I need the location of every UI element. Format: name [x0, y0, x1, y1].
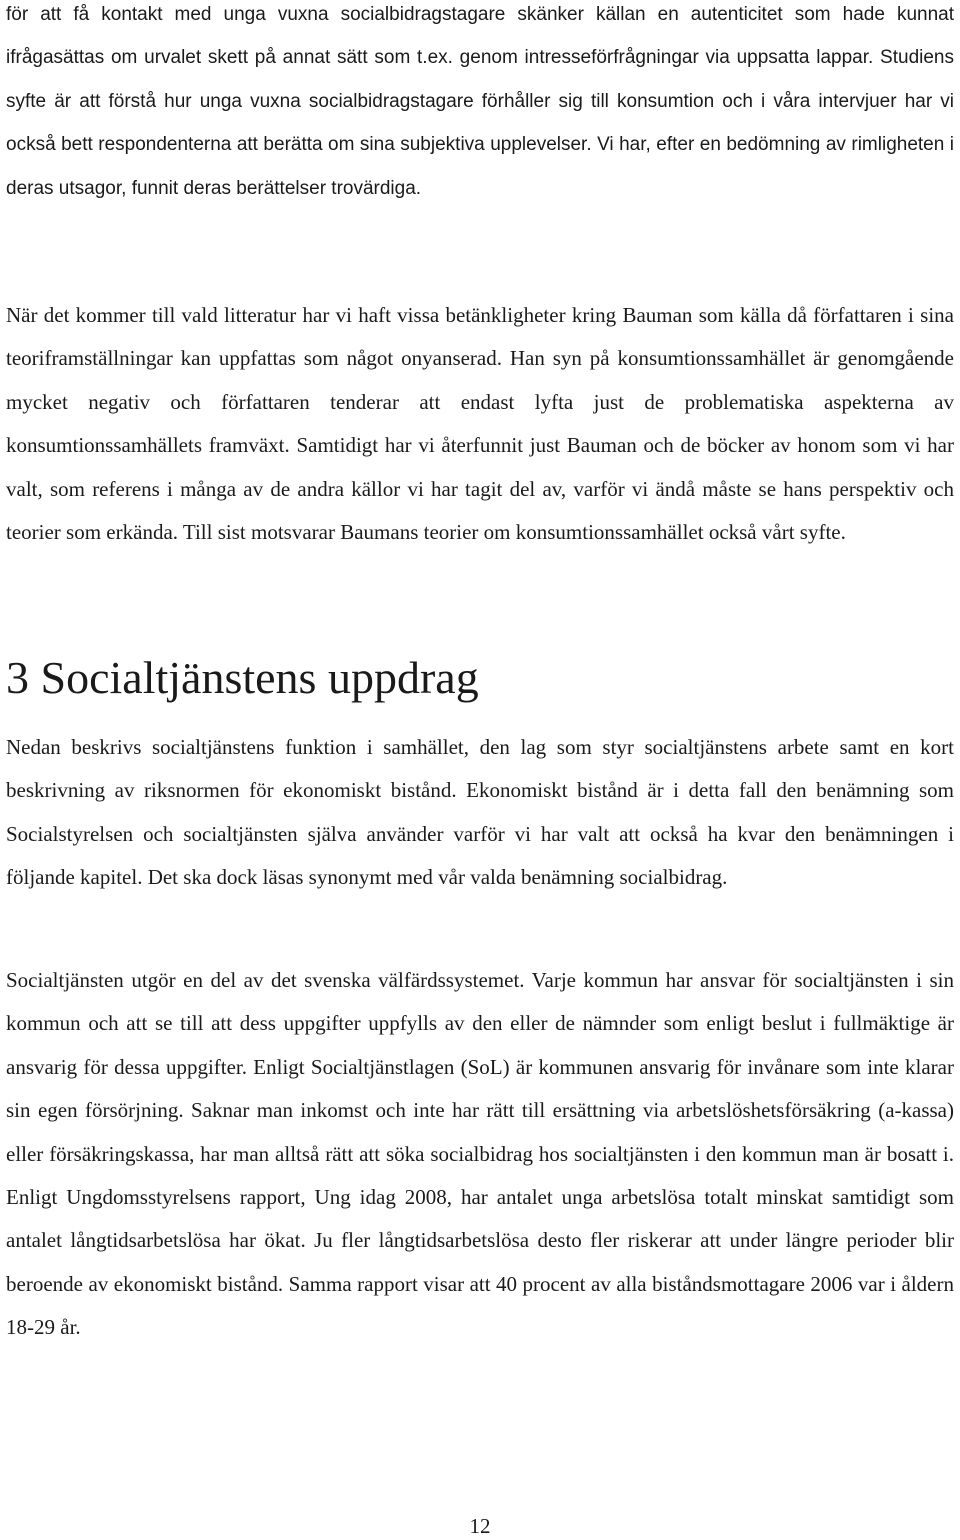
section-heading: 3 Socialtjänstens uppdrag — [6, 652, 479, 703]
body-paragraph-4: Socialtjänsten utgör en del av det svenska välfärdssystemet. Varje kommun har ansvar för socialtjänsten i sin kommun och att se till att dess uppgifter uppfylls av den eller de nämnder som enligt beslut i fullmäktige är ansvarig för dessa uppgifter. Enligt Socialtjänstlagen (SoL) är kommunen ansvarig för invånare som inte klarar sin egen försörjning. Saknar man inkomst och inte har rätt till ersättning via arbetslöshetsförsäkring (a-kassa) eller försäkringskassa, har man alltså rätt att söka socialbidrag hos socialtjänsten i den kommun man är bosatt i. Enligt Ungdomsstyrelsens rapport, Ung idag 2008, har antalet unga arbetslösa totalt minskat samtidigt som antalet långtidsarbetslösa har ökat. Ju fler långtidsarbetslösa desto fler riskerar att under längre perioder blir beroende av ekonomiskt bistånd. Samma rapport visar att 40 procent av alla biståndsmottagare 2006 var i åldern 18-29 år. — [6, 968, 954, 1340]
body-paragraph-2: När det kommer till vald litteratur har vi haft vissa betänkligheter kring Bauman som källa då författaren i sina teoriframställningar kan uppfattas som något onyanserad. Han syn på konsumtionssamhället är genomgående mycket negativ och författaren tenderar att endast lyfta just de problematiska aspekterna av konsumtionssamhällets framväxt. Samtidigt har vi återfunnit just Bauman och de böcker av honom som vi har valt, som referens i många av de andra källor vi har tagit del av, varför vi ändå måste se hans perspektiv och teorier som erkända. Till sist motsvarar Baumans teorier om konsumtionssamhället också vårt syfte. — [6, 303, 954, 545]
body-paragraph-1: för att få kontakt med unga vuxna socialbidragstagare skänker källan en autenticitet som hade kunnat ifrågasättas om urvalet skett på annat sätt som t.ex. genom intresseförfrågningar via uppsatta lappar. Studiens syfte är att förstå hur unga vuxna socialbidragstagare förhåller sig till konsumtion och i våra intervjuer har vi också bett respondenterna att berätta om sina subjektiva upplevelser. Vi har, efter en bedömning av rimligheten i deras utsagor, funnit deras berättelser trovärdiga. — [6, 4, 954, 199]
body-paragraph-3: Nedan beskrivs socialtjänstens funktion i samhället, den lag som styr socialtjänstens arbete samt en kort beskrivning av riksnormen för ekonomiskt bistånd. Ekonomiskt bistånd är i detta fall den benämning som Socialstyrelsen och socialtjänsten själva använder varför vi har valt att också ha kvar den benämningen i följande kapitel. Det ska dock läsas synonymt med vår valda benämning socialbidrag. — [6, 735, 954, 890]
page-number: 12 — [469, 1514, 491, 1538]
